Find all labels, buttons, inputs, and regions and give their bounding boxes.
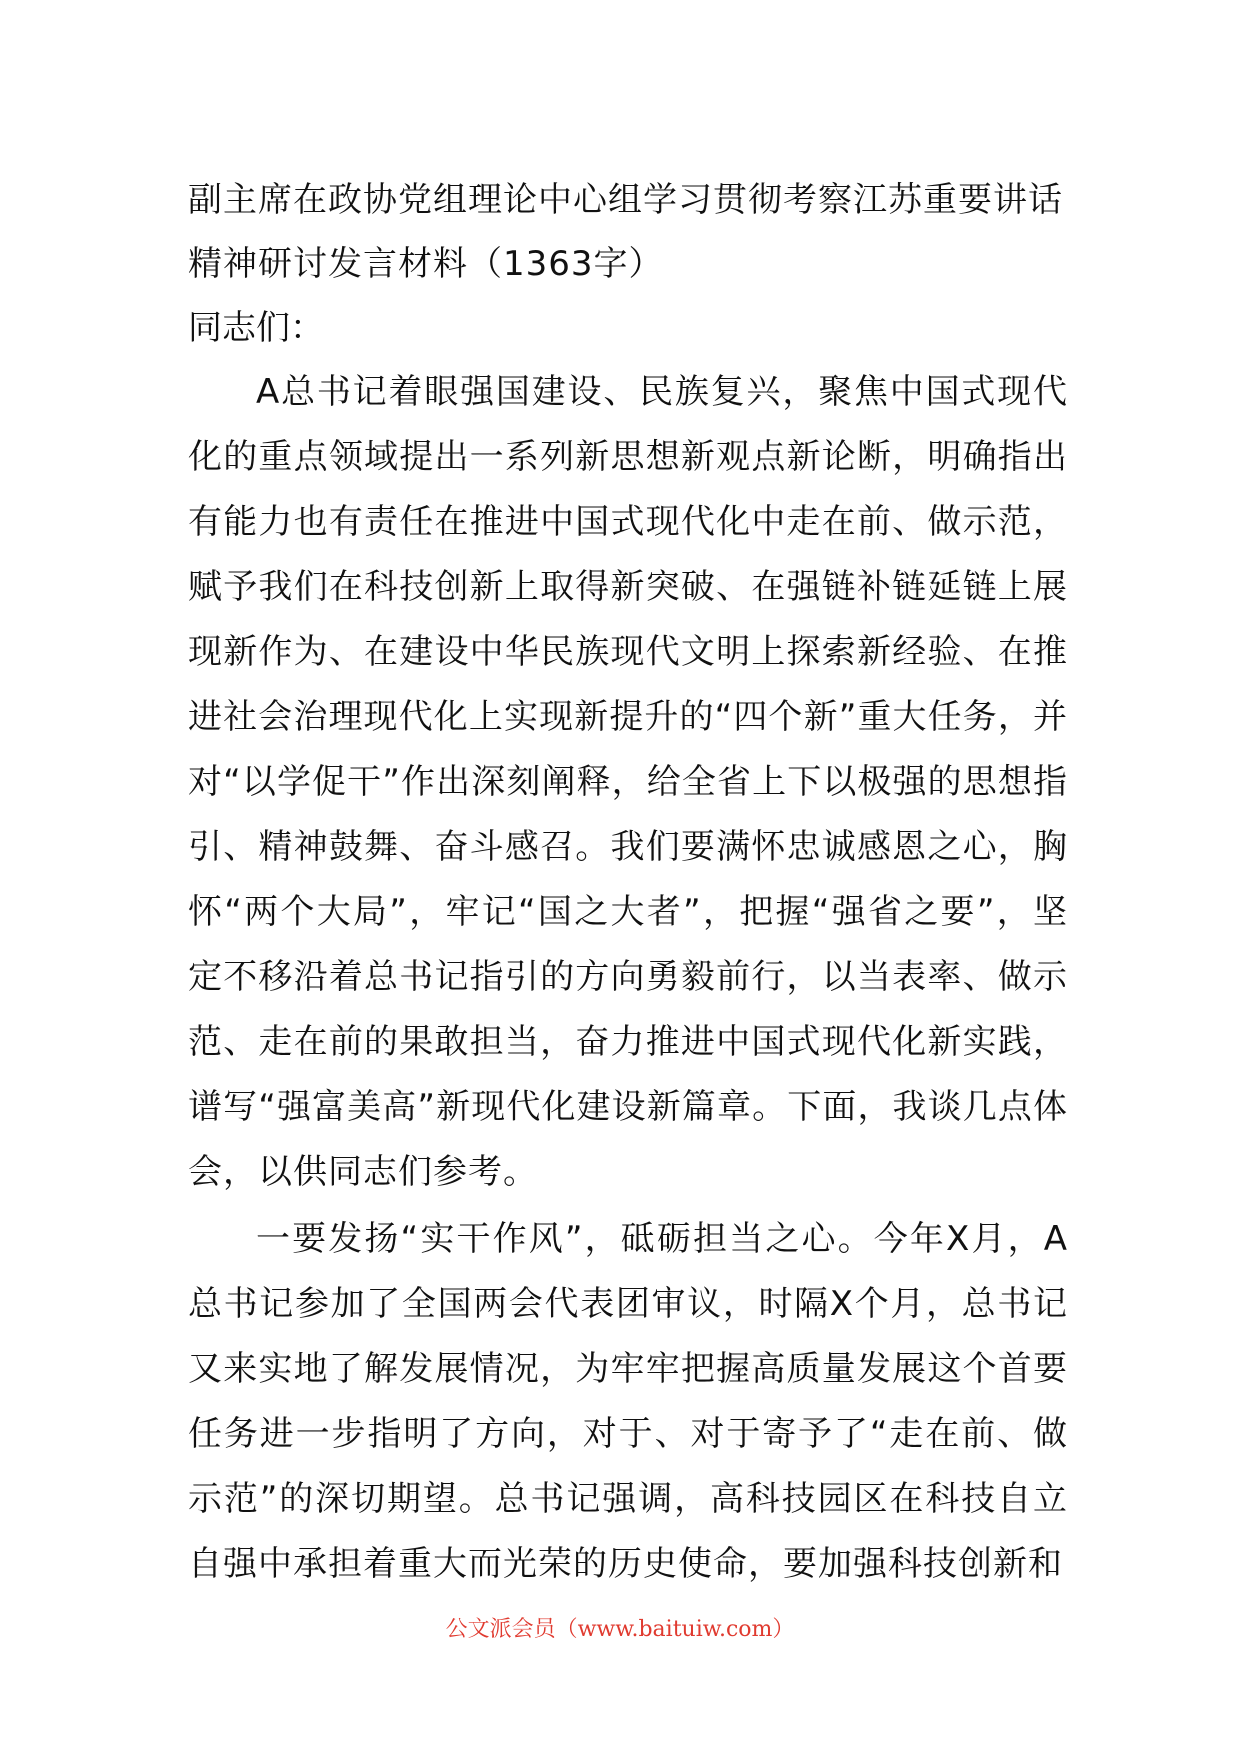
document-body (188, 168, 1068, 1597)
paragraph-point-one: 一要发扬“实干作风”，砥砺担当之心。今年X月，A总书记参加了全国两会代表团审议，时隔X个月，总书记又来实地了解发展情况，为牢牢把握高质量发展这个首要任务进一步指明了方向，对于、对于寄予了“走在前、做示范”的深切期望。总书记强调，高科技园区在科技自立自强中承担着重大而光荣的历史使命，要加强科技创新和 (188, 1219, 1068, 1584)
paragraph-intro: A总书记着眼强国建设、民族复兴，聚焦中国式现代化的重点领域提出一系列新思想新观点新论断，明确指出有能力也有责任在推进中国式现代化中走在前、做示范，赋予我们在科技创新上取得新突破、在强链补链延链上展现新作为、在建设中华民族现代文明上探索新经验、在推进社会治理现代化上实现新提升的“四个新”重大任务，并对“以学促干”作出深刻阐释，给全省上下以极强的思想指引、精神鼓舞、奋斗感召。我们要满怀忠诚感恩之心，胸怀“两个大局”，牢记“国之大者”，把握“强省之要”，坚定不移沿着总书记指引的方向勇毅前行，以当表率、做示范、走在前的果敢担当，奋力推进中国式现代化新实践，谱写“强富美高”新现代化建设新篇章。下面，我谈几点体会，以供同志们参考。 (188, 372, 1068, 1192)
document-title: 副主席在政协党组理论中心组学习贯彻考察江苏重要讲话精神研讨发言材料（1363字） (188, 180, 1063, 284)
footer-watermark: 公文派会员（www.baituiw.com） (445, 1617, 795, 1642)
salutation: 同志们： (188, 308, 324, 348)
